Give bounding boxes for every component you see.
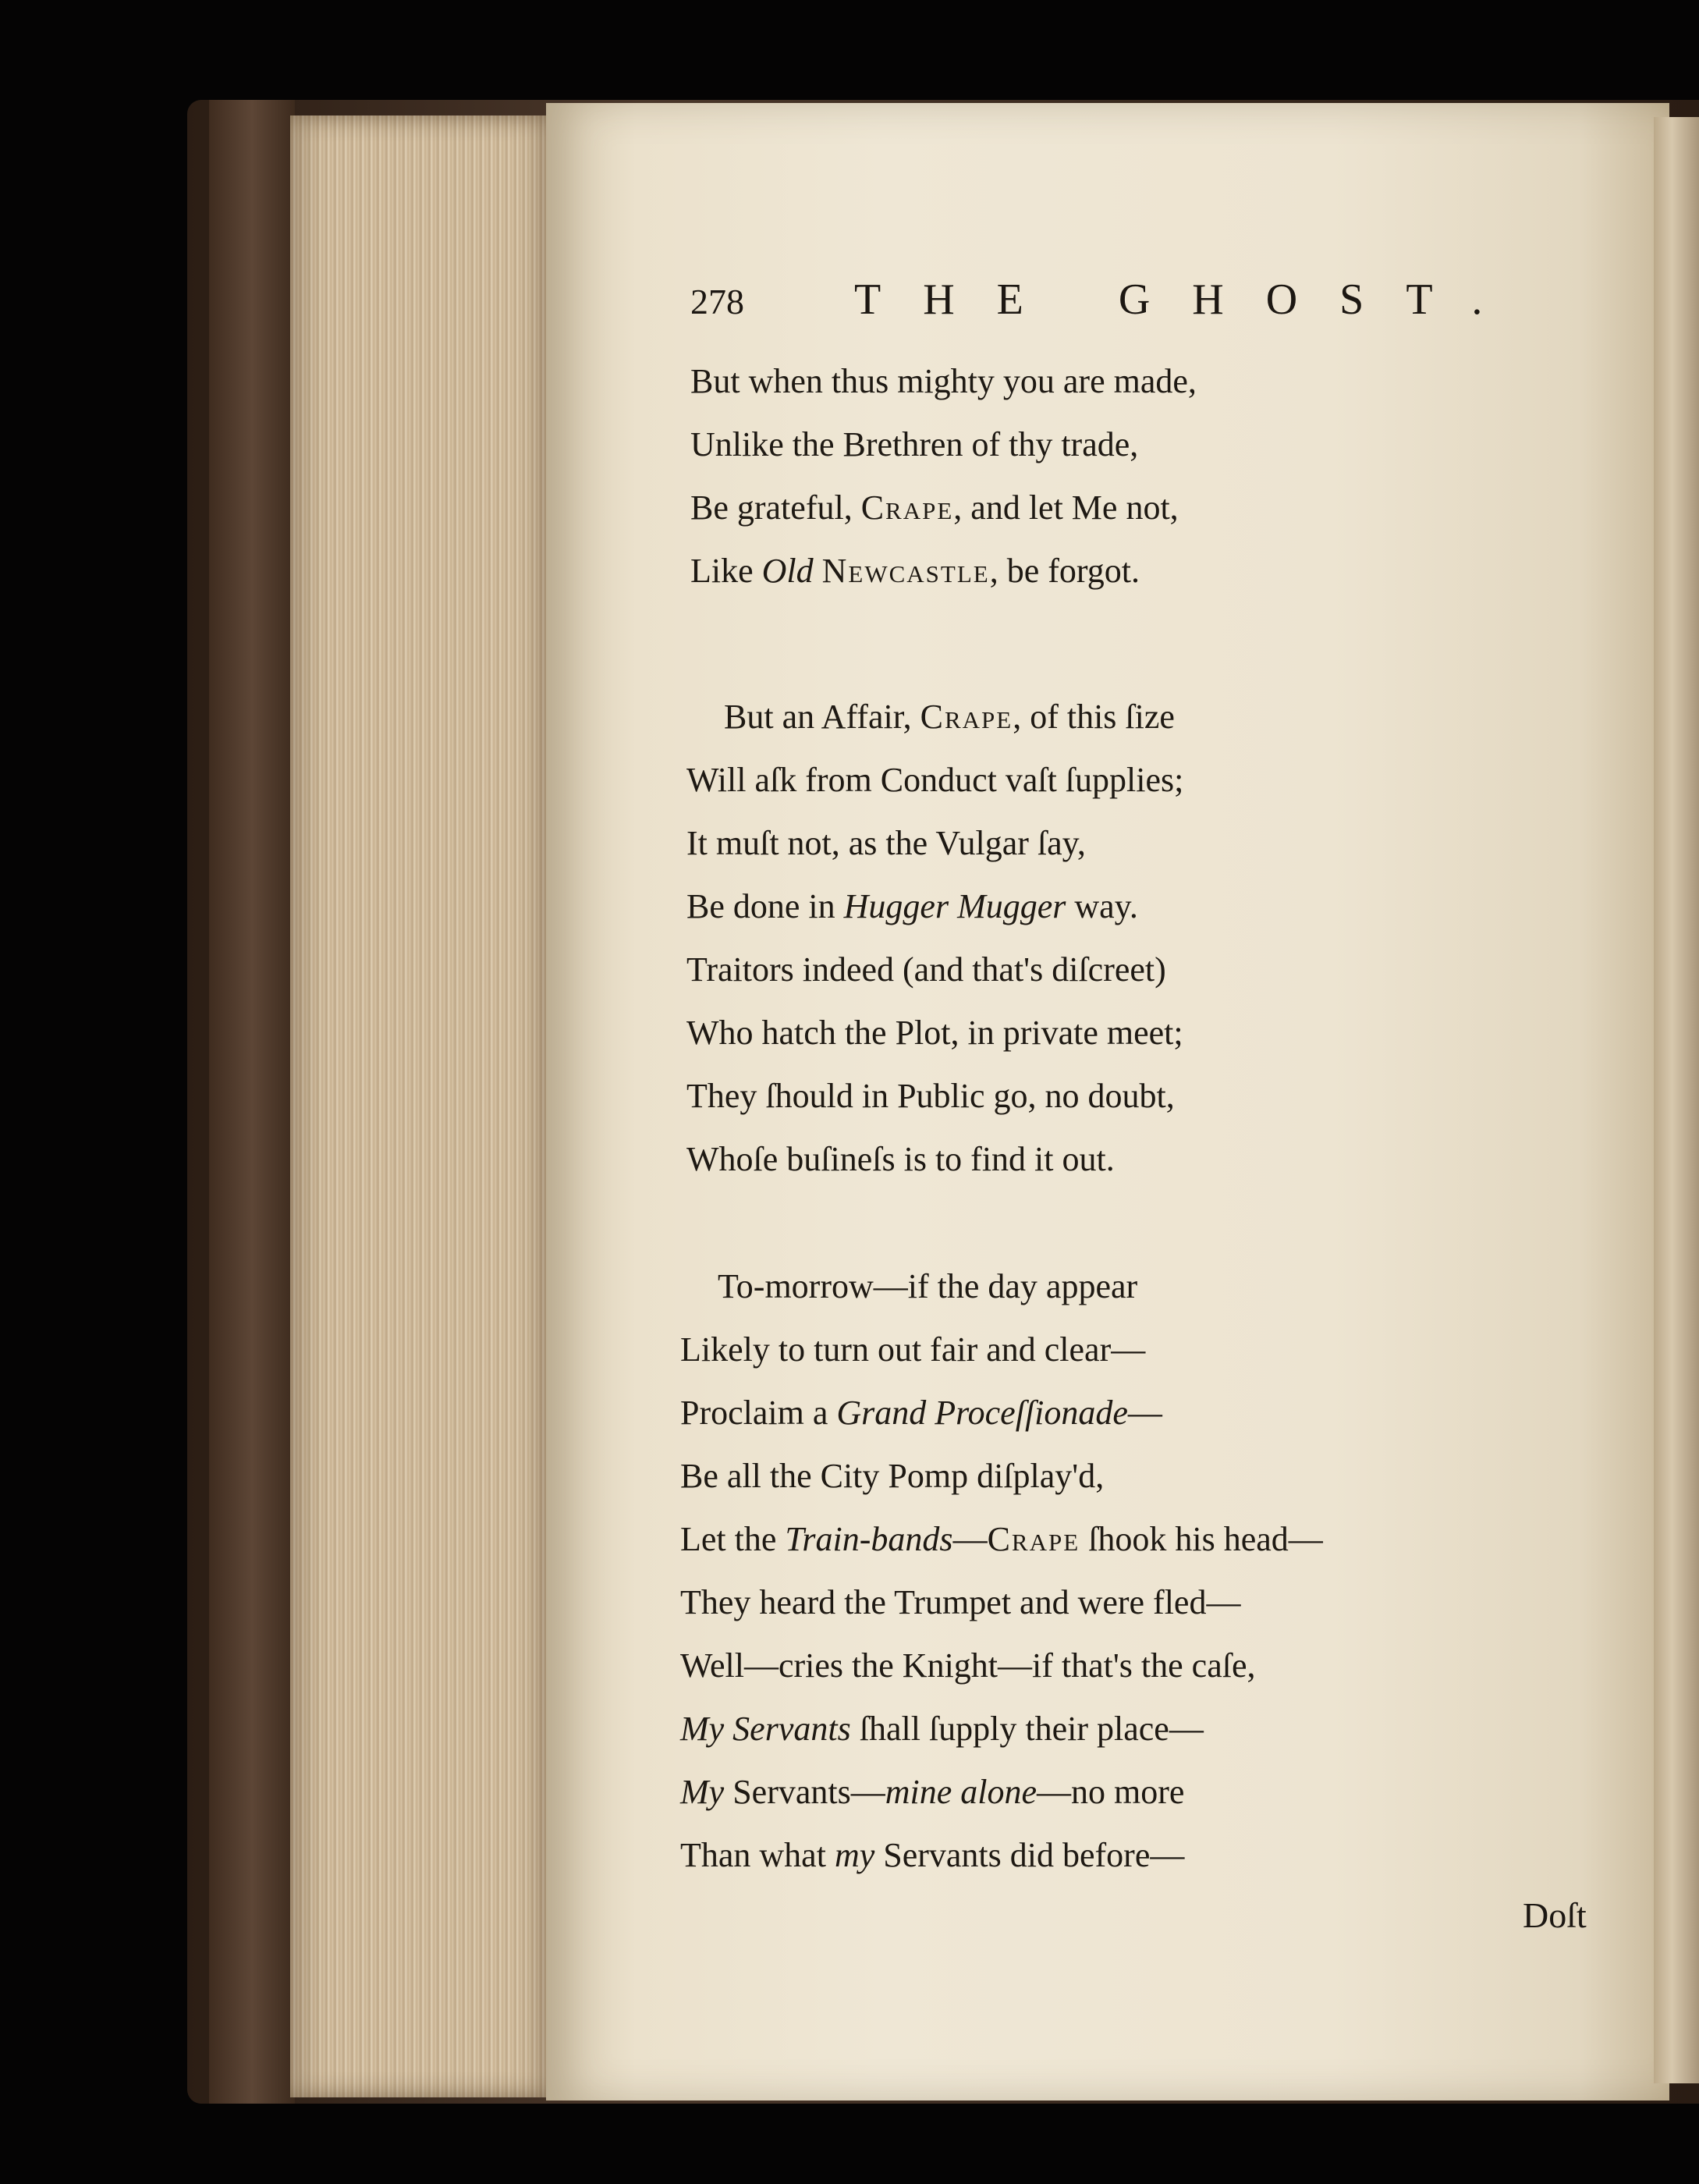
verse-line (686, 685, 1183, 748)
verse-text: Servants— (724, 1773, 885, 1811)
verse-text: Be done in (686, 887, 844, 925)
verse-line: Will aſk from Conduct vaſt ſupplies; (686, 761, 1184, 799)
catchword: Doſt (1523, 1895, 1587, 1935)
verse-line: It muſt not, as the Vulgar ſay, (686, 824, 1086, 862)
verse-text: , be forgot. (989, 552, 1140, 590)
verse-italic: my (834, 1836, 875, 1874)
verse-italic: Train-bands (785, 1520, 953, 1558)
verse-italic: Old (761, 552, 814, 590)
verse-text: ſhall ſupply their place— (850, 1710, 1204, 1748)
book-spine-edge (209, 100, 295, 2104)
verse-line: But when thus mighty you are made, (690, 362, 1197, 400)
verse-line: Likely to turn out fair and clear— (680, 1330, 1146, 1369)
stanza-3 (680, 1255, 1323, 1887)
verse-line (680, 1824, 1323, 1887)
stanza-1 (690, 350, 1197, 602)
verse-text: Like (690, 552, 762, 590)
verse-text: way. (1066, 887, 1138, 925)
verse-italic: Hugger Mugger (843, 887, 1066, 925)
verse-line: Unlike the Brethren of thy trade, (690, 425, 1139, 463)
verse-line (690, 476, 1197, 539)
verse-line: To-morrow—if the day appear (718, 1267, 1138, 1305)
verse-italic: mine alone (885, 1773, 1037, 1811)
facing-page-edge (1654, 117, 1699, 2083)
verse-line: Traitors indeed (and that's diſcreet) (686, 950, 1166, 989)
verse-text: ſhook his head— (1080, 1520, 1323, 1558)
verse-line: Who hatch the Plot, in private meet; (686, 1014, 1183, 1052)
verse-line: Be all the City Pomp diſplay'd, (680, 1457, 1105, 1495)
page-number: 278 (690, 282, 744, 321)
verse-text: Servants did before— (874, 1836, 1185, 1874)
verse-text: — (1127, 1394, 1162, 1432)
verse-text: Be grateful, (690, 488, 861, 527)
verse-text: Proclaim a (680, 1394, 837, 1432)
verse-text: — (952, 1520, 988, 1558)
verse-italic: Grand Proceſſionade (836, 1394, 1128, 1432)
verse-line: They heard the Trumpet and were fled— (680, 1583, 1241, 1621)
verse-name-crape: Crape (987, 1520, 1080, 1558)
verse-line (690, 539, 1197, 602)
verse-line (680, 1381, 1323, 1444)
verse-text: Than what (680, 1836, 835, 1874)
running-title: THE GHOST. (854, 275, 1525, 324)
verse-line (680, 1760, 1323, 1824)
verse-text (814, 552, 822, 590)
page-edges (290, 115, 555, 2097)
verse-line (680, 1697, 1323, 1760)
verse-line (686, 875, 1183, 938)
verse-line: They ſhould in Public go, no doubt, (686, 1077, 1175, 1115)
verse-name-crape: Crape (920, 698, 1013, 736)
verse-line (680, 1507, 1323, 1571)
verse-line: Whoſe buſineſs is to find it out. (686, 1140, 1115, 1178)
verse-text: Let the (680, 1520, 786, 1558)
verse-text: , of this ſize (1013, 698, 1175, 736)
verse-text: , and let Me not, (953, 488, 1179, 527)
verse-text: But an Affair, (724, 698, 920, 736)
stanza-2 (686, 685, 1183, 1191)
verse-line: Well—cries the Knight—if that's the caſe, (680, 1646, 1256, 1685)
verse-name-crape: Crape (860, 488, 954, 527)
verse-name-newcastle: Newcastle (821, 552, 990, 590)
verse-text: —no more (1037, 1773, 1185, 1811)
verse-italic: My Servants (680, 1710, 851, 1748)
verse-italic: My (680, 1773, 725, 1811)
page-header (690, 275, 1525, 337)
